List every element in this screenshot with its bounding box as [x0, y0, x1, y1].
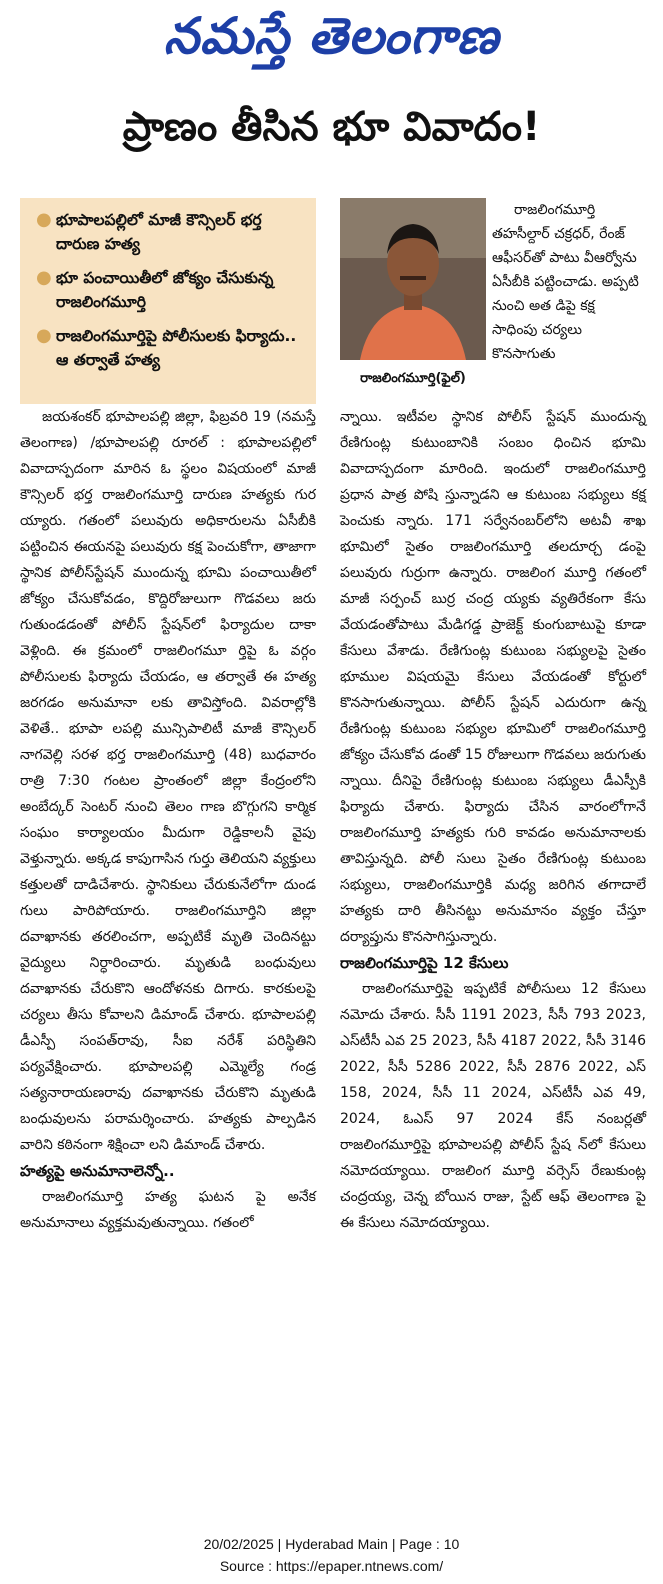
masthead: [0, 0, 663, 84]
right-top-column: [492, 198, 644, 366]
article-paragraph: రాజలింగమూర్తి హత్య ఘటన పై అనేక అనుమానాలు వ్యక్తమవుతున్నాయి. గతంలో: [20, 1189, 316, 1231]
article-paragraph: రాజలింగమూర్తిపై ఇప్పటికే పోలీసులు 12 కేసులు నమోదు చేశారు. సీసీ 1191 2023, సీసీ 793 2023, ఎస్‌టీసీ ఎవ 25 2023, సీసీ 4187 2022, సీసీ 3146 2022, సీసీ 5286 2022, సీసీ 2876 2022, ఎస్ 158, 2024, సీసీ 11 2024, ఎస్‌టీసీ ఎవ 49, 2024, ఓఎస్ 97 2024 కేస్ నంబర్లతో రాజలింగమూర్తిపై భూపాలపల్లి పోలీస్ స్టేష న్‌లో కేసులు నమోదయ్యాయి. రాజలింగ మూర్తి వర్సెస్ రేణుకుంట్ల చంద్రయ్య, చెన్న బోయిన రాజు, స్టేట్ ఆఫ్ తెలంగాణ పై ఈ కేసులు నమోదయ్యాయి.: [340, 981, 646, 1231]
article-paragraph: రాజలింగమూర్తి తహసీల్దార్ చక్రధర్, రేంజ్ ఆఫీసర్‌తో పాటు వీఆర్వోను ఏసీబీకి పట్టించాడు. అప్పటి నుంచి అత డిపై కక్ష సాధింపు చర్యలు కొనసాగుతు: [492, 202, 639, 362]
photo-caption: రాజలింగమూర్తి(ఫైల్): [360, 371, 466, 386]
highlight-item: ● రాజలింగమూర్తిపై పోలీసులకు ఫిర్యాదు.. ఆ తర్వాతే హత్య: [36, 325, 297, 369]
highlights-box: [20, 198, 316, 404]
highlight-item: ● భూ పంచాయితీలో జోక్యం చేసుకున్న రాజలింగమూర్తి: [36, 267, 274, 311]
bullet-icon: ●: [36, 325, 52, 346]
headline: ప్రాణం తీసిన భూ వివాదం!: [122, 104, 541, 150]
subheading: రాజలింగమూర్తిపై 12 కేసులు: [340, 954, 509, 972]
person-image: [340, 198, 486, 360]
portrait-photo: [340, 198, 486, 360]
footer-date-page: 20/02/2025 | Hyderabad Main | Page : 10: [203, 1536, 460, 1552]
bullet-icon: ●: [36, 209, 52, 230]
left-column: [20, 404, 316, 1236]
article-paragraph: జయశంకర్ భూపాలపల్లి జిల్లా, ఫిబ్రవరి 19 (నమస్తే తెలంగాణ) /భూపాలపల్లి రూరల్ : భూపాలపల్లిలో వివాదాస్పదంగా మారిన ఓ స్థలం విషయంలో మాజీ కౌన్సిలర్ భర్త రాజలింగమూర్తి దారుణ హత్యకు గుర య్యారు. గతంలో పలువురు అధికారులను ఏసీబీకి పట్టించిన ఈయనపై పలువురు కక్ష పెంచుకోగా, తాజాగా స్థానిక పోలీస్‌స్టేషన్ ముందున్న భూమి పంచాయితీలో జోక్యం చేసుకోవడం, కొద్దిరోజులుగా గొడవలు జరు గుతుండడంతో పోలీస్ స్టేషన్‌లో ఫిర్యాదుల దాకా వెళ్లింది. ఈ క్రమంలో రాజలింగమూ ర్తిపై ఓ వర్గం పోలీసులకు ఫిర్యాదు చేయడం, ఆ తర్వాతే ఈ హత్య జరగడం అనుమానా లకు తావిస్తోంది. వివరాల్లోకి వెళితే.. భూపా లపల్లి మున్సిపాలిటీ మాజీ కౌన్సిలర్ నాగవెల్లి సరళ భర్త రాజలింగమూర్తి (48) బుధవారం రాత్రి 7:30 గంటల ప్రాంతంలో జిల్లా కేంద్రంలోని అంబేద్కర్ సెంటర్ నుంచి తెలం గాణ బొగ్గుగని కార్మిక సంఘం కార్యాలయం మీదుగా రెడ్డికాలనీ వైపు వెళ్తున్నారు. అక్కడ కాపుగాసిన గుర్తు తెలియని వ్యక్తులు కత్తులతో దాడిచేశారు. స్థానికులు చేరుకునేలోగా దుండ గులు పారిపోయారు. రాజలింగమూర్తిని జిల్లా దవాఖానకు తరలించగా, అప్పటికే మృతి చెందినట్టు వైద్యులు నిర్ధారించారు. మృతుడి బంధువులు దవాఖానకు చేరుకొని ఆందోళనకు దిగారు. కారకులపై చర్యలు తీసు కోవాలని డిమాండ్ చేశారు. భూపాలపల్లి డీఎస్పీ సంపత్‌రావు, సీఐ నరేశ్ పరిస్థితిని పర్యవేక్షించారు. భూపాలపల్లి ఎమ్మెల్యే గండ్ర సత్యనారాయణరావు దవాఖానకు చేరుకొని మృతుడి బంధువులను పరామర్శించారు. హత్యకు పాల్పడిన వారిని కఠినంగా శిక్షించా లని డిమాండ్ చేశారు.: [20, 409, 316, 1153]
bullet-icon: ●: [36, 267, 52, 288]
subheading: హత్యపై అనుమానాలెన్నో..: [20, 1162, 175, 1180]
highlight-item: ● భూపాలపల్లిలో మాజీ కౌన్సిలర్ భర్త దారుణ హత్య: [36, 209, 262, 253]
masthead-logo: నమస్తే తెలంగాణ: [163, 6, 500, 65]
article-paragraph: న్నాయి. ఇటీవల స్థానిక పోలీస్ స్టేషన్ ముందున్న రేణిగుంట్ల కుటుంబానికి సంబం ధించిన భూమి వివాదాస్పదంగా మారింది. ఇందులో రాజలింగమూర్తి ప్రధాన పాత్ర పోషి స్తున్నాడని ఆ కుటుంబ సభ్యులు కక్ష పెంచుకు న్నారు. 171 సర్వేనంబర్‌లోని అటవీ శాఖ భూమిలో సైతం రాజలింగమూర్తి తలదూర్చ డంపై పలువురు గుర్రుగా ఉన్నారు. రాజలింగ మూర్తి గతంలో మాజీ సర్పంచ్ బుర్ర చంద్ర య్యకు వ్యతిరేకంగా కేసు వేయడంతోపాటు మేడిగడ్డ ప్రాజెక్ట్ కుంగుబాటుపై కూడా కేసులు వేశాడు. రేణిగుంట్ల కుటుంబ సభ్యులపై సైతం భూముల విషయమై కేసులు వేయడంతో కోర్టులో కొనసాగుతున్నాయి. పోలీస్ స్టేషన్ ఎదురుగా ఉన్న రేణిగుంట్ల కుటుంబ సభ్యుల భూమిలో రాజలింగమూర్తి జోక్యం చేసుకోవ డంతో 15 రోజులుగా గొడవలు జరుగుతు న్నాయి. దీనిపై రేణిగుంట్ల కుటుంబ సభ్యులు డీఎస్పీకి ఫిర్యాదు చేశారు. ఫిర్యాదు చేసిన వారంలోగానే రాజలింగమూర్తి హత్యకు గురి కావడం అనుమానాలకు తావిస్తున్నది. పోలీ సులు సైతం రేణిగుంట్ల కుటుంబ సభ్యులు, రాజలింగమూర్తికి మధ్య జరిగిన తగాదాలే హత్యకు దారి తీసినట్టు అనుమానం వ్యక్తం చేస్తూ దర్యాప్తును కొనసాగిస్తున్నారు.: [340, 409, 646, 945]
right-column: [340, 404, 646, 1236]
footer-source: Source : https://epaper.ntnews.com/: [219, 1558, 444, 1574]
